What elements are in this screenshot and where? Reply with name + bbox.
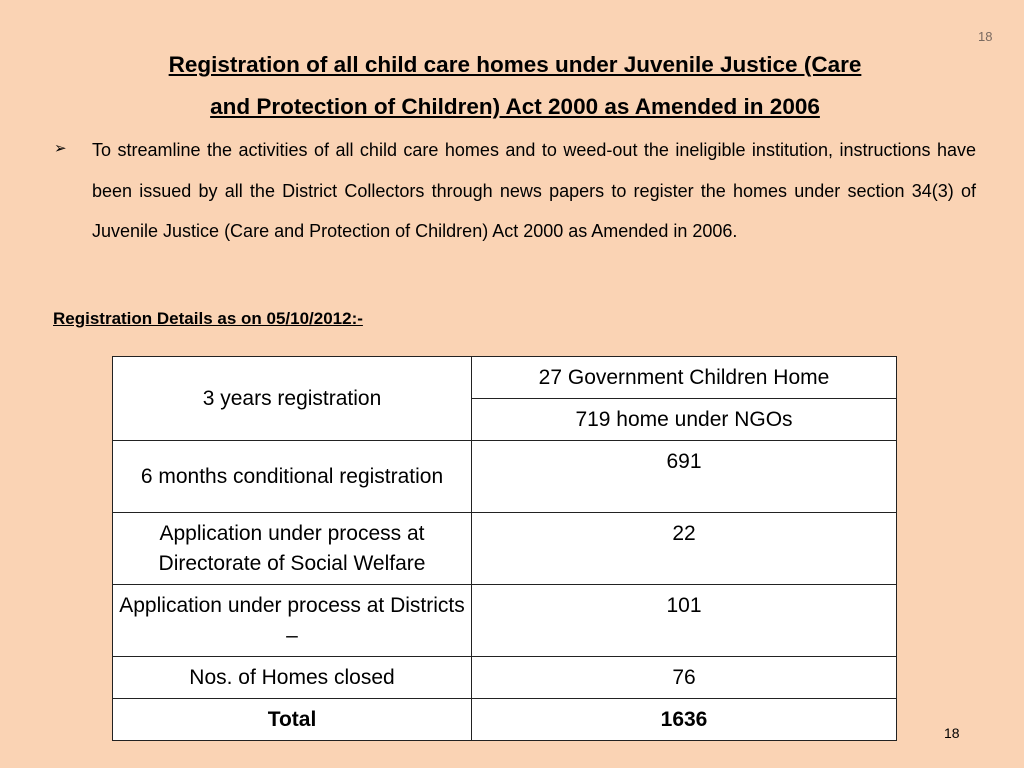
page-number-top: 18: [978, 29, 993, 44]
row-label: 3 years registration: [113, 357, 472, 441]
total-row: [113, 699, 897, 741]
title-line-1: Registration of all child care homes under Juvenile Justice (Care: [168, 52, 862, 77]
row-label: Application under process at Directorate of Social Welfare: [113, 513, 472, 585]
arrow-bullet-icon: ➢: [54, 140, 67, 157]
registration-table: [112, 356, 897, 741]
table-row: [113, 657, 897, 699]
total-label: Total: [113, 699, 472, 741]
total-value: 1636: [472, 699, 897, 741]
title-line-2: and Protection of Children) Act 2000 as Amended in 2006: [210, 94, 820, 119]
table-row: [113, 357, 897, 399]
slide-title: [40, 44, 990, 128]
bullet-paragraph: To streamline the activities of all child care homes and to weed-out the ineligible institution, instructions have been issued by all the District Collectors through news papers to register the homes under section 34(3) of Juvenile Justice (Care and Protection of Children) Act 2000 as Amended in 2006.: [92, 140, 976, 242]
table-row: [113, 585, 897, 657]
row-label: Nos. of Homes closed: [113, 657, 472, 699]
row-value: 101: [472, 585, 897, 657]
row-label: Application under process at Districts –: [113, 585, 472, 657]
row-value: 691: [472, 441, 897, 513]
row-value: 719 home under NGOs: [472, 399, 897, 441]
row-value: 76: [472, 657, 897, 699]
table-row: [113, 513, 897, 585]
row-value: 22: [472, 513, 897, 585]
row-label: 6 months conditional registration: [113, 441, 472, 513]
page-number-bottom: 18: [944, 725, 960, 741]
registration-subheading: Registration Details as on 05/10/2012:-: [53, 309, 363, 328]
row-value: 27 Government Children Home: [472, 357, 897, 399]
table-row: [113, 441, 897, 513]
